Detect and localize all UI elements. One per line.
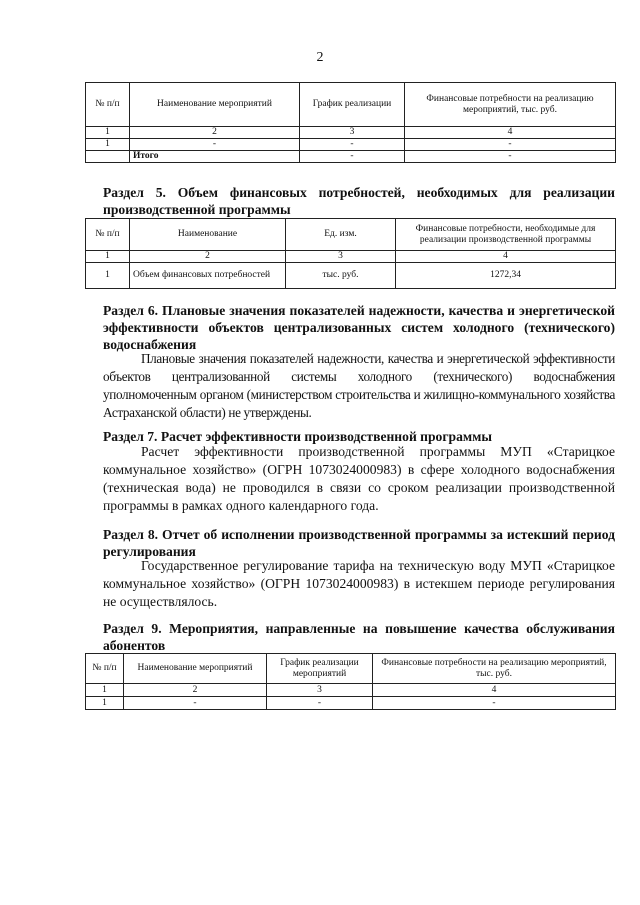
index-cell: 2: [124, 684, 267, 697]
header-cell: № п/п: [86, 654, 124, 684]
section-8-text: Государственное регулирование тарифа на техническую воду МУП «Старицкое коммунальное хозяйство» (ОГРН 1073024000983) в истекшем периоде регулирования не осуществлялось.: [103, 558, 615, 609]
index-cell: 1: [86, 127, 130, 139]
table-cell: 1272,34: [396, 263, 616, 289]
header-cell: График реализации мероприятий: [267, 654, 373, 684]
section-9-table: [85, 653, 616, 710]
table-cell: -: [300, 139, 405, 151]
section-7-heading: Раздел 7. Расчет эффективности производственной программы: [103, 429, 493, 444]
index-cell: 4: [373, 684, 616, 697]
index-cell: 4: [396, 251, 616, 263]
section-6-heading: Раздел 6. Плановые значения показателей надежности, качества и энергетической эффективности объектов централизованных систем холодного (технического) водоснабжения: [103, 303, 615, 352]
table-row: [86, 697, 616, 710]
index-row: [86, 127, 616, 139]
header-cell: Финансовые потребности, необходимые для реализации производственной программы: [396, 219, 616, 251]
table-cell: [86, 151, 130, 163]
total-schedule: -: [300, 151, 405, 163]
table-cell: -: [405, 139, 616, 151]
index-cell: 2: [130, 251, 286, 263]
table-row: [86, 139, 616, 151]
header-cell: Наименование мероприятий: [124, 654, 267, 684]
section-8-heading: Раздел 8. Отчет об исполнении производственной программы за истекший период регулирования: [103, 527, 615, 559]
section-5-table: [85, 218, 616, 289]
table-cell: -: [373, 697, 616, 710]
header-cell: График реализации: [300, 83, 405, 127]
table-cell: -: [130, 139, 300, 151]
table-header-row: [86, 654, 616, 684]
table-cell: Объем финансовых потребностей: [130, 263, 286, 289]
header-cell: № п/п: [86, 83, 130, 127]
table-cell: -: [124, 697, 267, 710]
total-finance: -: [405, 151, 616, 163]
section-5-heading: Раздел 5. Объем финансовых потребностей, необходимых для реализации производственной программы: [103, 185, 615, 217]
events-table: [85, 82, 616, 163]
table-header-row: [86, 83, 616, 127]
index-cell: 3: [300, 127, 405, 139]
index-cell: 3: [286, 251, 396, 263]
total-row: [86, 151, 616, 163]
header-cell: № п/п: [86, 219, 130, 251]
table-cell: -: [267, 697, 373, 710]
total-label: Итого: [130, 151, 300, 163]
header-cell: Финансовые потребности на реализацию мероприятий, тыс. руб.: [405, 83, 616, 127]
index-cell: 4: [405, 127, 616, 139]
header-cell: Ед. изм.: [286, 219, 396, 251]
page-number: 2: [316, 50, 324, 65]
section-9-heading: Раздел 9. Мероприятия, направленные на повышение качества обслуживания абонентов: [103, 621, 615, 653]
table-header-row: [86, 219, 616, 251]
index-cell: 3: [267, 684, 373, 697]
index-cell: 1: [86, 251, 130, 263]
table-cell: 1: [86, 263, 130, 289]
header-cell: Финансовые потребности на реализацию мероприятий, тыс. руб.: [373, 654, 616, 684]
table-row: [86, 263, 616, 289]
index-cell: 1: [86, 684, 124, 697]
table-cell: тыс. руб.: [286, 263, 396, 289]
index-row: [86, 684, 616, 697]
table-cell: 1: [86, 139, 130, 151]
section-6-text: Плановые значения показателей надежности, качества и энергетической эффективности объектов централизованной системы холодного (технического) водоснабжения уполномоченным органом (министерством строительства и жилищно-коммунального хозяйства Астраханской области) не утверждены.: [103, 351, 615, 420]
section-7-text: Расчет эффективности производственной программы МУП «Старицкое коммунальное хозяйство» (ОГРН 1073024000983) в сфере холодного водоснабжения (техническая вода) не проводился в связи со сроком реализации производственной программы в рамках одного календарного года.: [103, 444, 615, 513]
header-cell: Наименование: [130, 219, 286, 251]
index-cell: 2: [130, 127, 300, 139]
table-cell: 1: [86, 697, 124, 710]
index-row: [86, 251, 616, 263]
header-cell: Наименование мероприятий: [130, 83, 300, 127]
